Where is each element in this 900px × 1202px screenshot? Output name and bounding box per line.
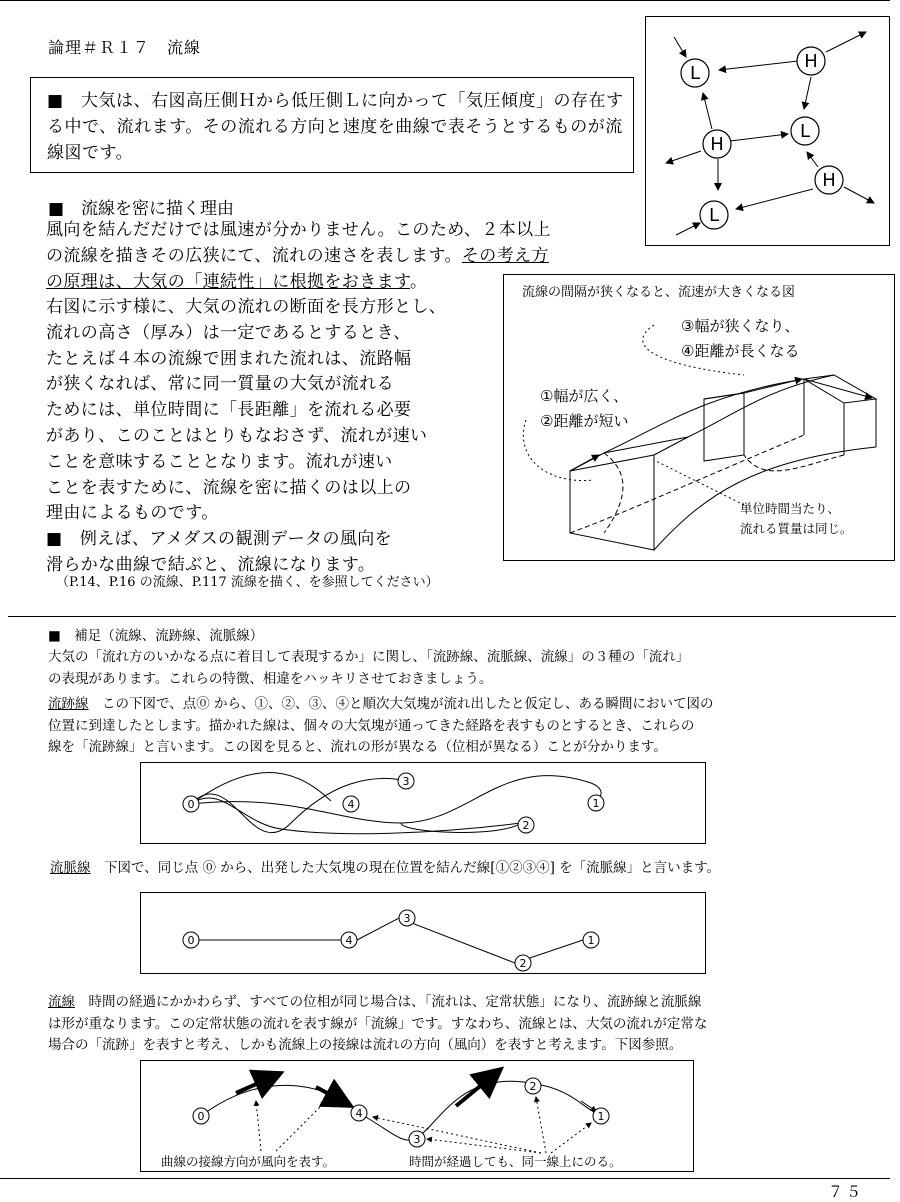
flow-tube-figure [503,274,895,561]
streak-node-0: 0 [187,934,195,947]
stream-caption-left: 曲線の接線方向が風向を表す。 [161,1154,336,1169]
streak-node-3: 3 [403,912,411,925]
streamline-line: 場合の「流跡」を表すと考え、しかも流線上の接線は流れの方向（風向）を表すと考えます。下図参照。 [48,1037,683,1053]
streamline-block [48,992,893,1057]
body-line: があり、このことはとりもなおさず、流れが速い [46,425,428,446]
section-separator [8,616,896,617]
supplement-heading: ■ 補足（流線、流跡線、流脈線） [48,628,264,644]
top-rule [0,0,890,1]
reason-underline-a: その考え方 [461,245,549,266]
stream-node-2: 2 [529,1080,537,1093]
pressure-diagram-svg [646,17,889,245]
streak-node-1: 1 [587,934,595,947]
trajectory-term: 流跡線 [48,696,89,712]
fig3d-mass2: 流れる質量は同じ。 [740,521,853,536]
traj-node-2: 2 [522,819,530,832]
reference-note: （P.14、P.16 の流線、P.117 流線を描く、を参照してください） [56,575,439,590]
streamline-text: 時間の経過にかかわらず、すべての位相が同じ場合は、「流れは、定常状態」になり、流跡線と流脈線 [75,994,702,1010]
reason-line-1: 風向を結んだだけでは風速が分かりません。このため、２本以上 [46,220,551,240]
fig3d-mass1: 単位時間当たり、 [740,501,841,516]
trajectory-line: 線を「流跡線」と言います。この図を見ると、流れの形が異なる（位相が異なる）ことが分かります。 [48,739,667,755]
fig3d-title: 流線の間隔が狭くなると、流速が大きくなる図 [522,285,796,300]
stream-node-3: 3 [413,1133,421,1146]
trajectory-text: この下図で、点⓪ から、①、②、③、④と順次大気塊が流れ出したと仮定し、ある瞬間において図の [88,696,714,712]
reason-line-2 [46,244,646,270]
label-L3: L [708,205,720,226]
label-H3: H [822,170,836,191]
label-H1: H [804,51,818,72]
fig3d-wide1: ①幅が広く、 [540,387,629,405]
trajectory-line-1 [48,694,888,716]
stream-caption-right: 時間が経過しても、同一線上にのる。 [409,1154,622,1169]
fig3d-narrow1: ③幅が狭くなり、 [681,317,800,335]
body-line: ためには、単位時間に「長距離」を流れる必要 [46,400,412,421]
body-line: たとえば４本の流線で囲まれた流れは、流路幅 [46,348,412,369]
supplement-block [48,647,888,690]
body-line: が狭くなれば、常に同一質量の大気が流れる [46,374,394,395]
supplement-line: の表現があります。これらの特徴、相違をハッキリさせておきましょう。 [48,670,493,687]
body-line: ■ 例えば、アメダスの観測データの風向を [46,529,393,550]
reason-end: 。 [410,271,428,292]
trajectory-svg [141,763,705,843]
body-block [46,295,506,579]
body-line: 右図に示す様に、大気の流れの断面を長方形とし、 [46,297,447,317]
fig3d-wide2: ②距離が短い [540,412,629,430]
reason-underline-b: の原理は、大気の「連続性」に根拠をおきます [46,271,411,292]
body-line: 理由によるものです。 [46,503,219,524]
trajectory-line: 位置に到達したとします。描かれた線は、個々の大気塊が通ってきた経路を表すものとするとき、これらの [48,717,695,734]
streak-node-4: 4 [345,934,353,947]
pressure-diagram [645,16,890,246]
fig3d-narrow2: ④距離が長くなる [681,342,800,360]
body-line: ことを表すために、流線を密に描くのは以上の [46,477,412,498]
stream-node-4: 4 [355,1107,363,1120]
label-L1: L [689,63,701,84]
streamline-line: は形が重なります。この定常状態の流れを表す線が「流線」です。すなわち、流線とは、大気の流れが定常な [48,1015,708,1032]
streak-text: 下図で、同じ点 ⓪ から、出発した大気塊の現在位置を結んだ線[①②③④] を「流脈線」と言います。 [90,860,721,876]
traj-node-3: 3 [402,775,410,788]
trajectory-figure [140,762,706,844]
traj-node-4: 4 [347,798,355,811]
flow-tube-svg [504,275,894,560]
intro-box [30,77,634,173]
reason-line-2-text: の流線を描きその広狭にて、流れの速さを表します。 [46,245,462,266]
bottom-rule [0,1178,890,1179]
stream-node-0: 0 [197,1110,205,1123]
streak-line [50,858,890,880]
body-line: 滑らかな曲線で結ぶと、流線になります。 [46,554,376,575]
intro-text: ■ 大気は、右図高圧側Ｈから低圧側Ｌに向かって「気圧傾度」の存在する中で、流れます。その流れる方向と速度を曲線で表そうとするものが流線図です。 [47,91,624,163]
streak-figure [140,892,706,974]
page-title: 論理＃Ｒ１７ 流線 [48,38,202,57]
traj-node-0: 0 [187,798,195,811]
body-line: ことを意味することとなります。流れが速い [46,451,393,472]
stream-node-1: 1 [597,1110,605,1123]
label-L2: L [799,121,811,142]
streak-term: 流脈線 [50,860,91,876]
streak-svg [141,893,705,973]
trajectory-block [48,694,888,759]
streamline-term: 流線 [48,994,75,1010]
traj-node-1: 1 [592,797,600,810]
page-number: ７５ [827,1183,864,1201]
streamline-figure [140,1060,694,1172]
supplement-line: 大気の「流れ方のいかなる点に着目して表現するか」に関し、「流跡線、流脈線、流線」の３種の「流れ」 [48,649,690,665]
label-H2: H [710,134,724,155]
reason-heading: ■ 流線を密に描く理由 [48,199,235,219]
streamline-svg [141,1061,693,1171]
body-line: 流れの高さ（厚み）は一定であるとするとき、 [46,322,411,343]
streamline-line-1 [48,992,893,1014]
streak-node-2: 2 [519,957,527,970]
